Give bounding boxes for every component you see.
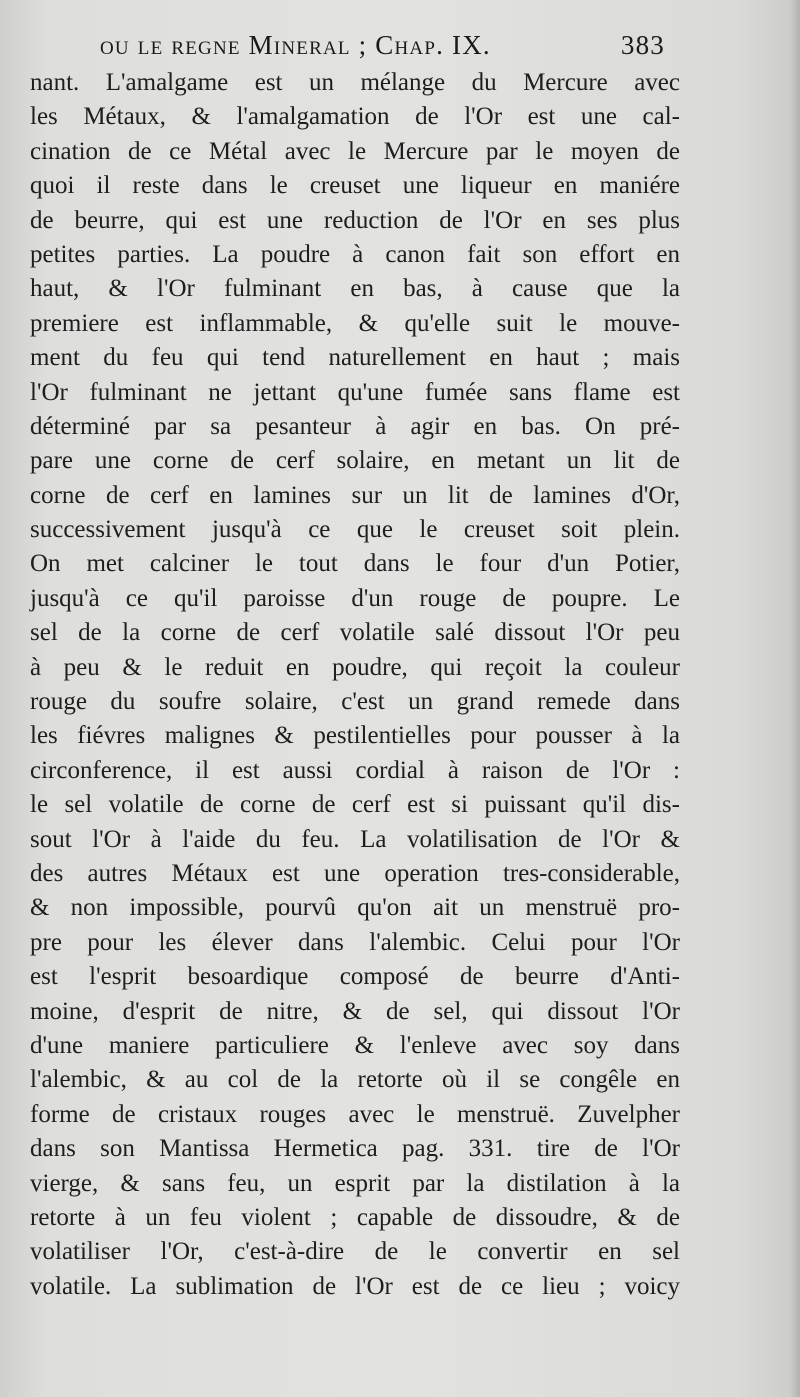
text-line: vierge, & sans feu, un esprit par la distilation à la [30,1169,680,1197]
text-line: petites parties. La poudre à canon fait son effort en [30,240,680,268]
text-line: pre pour les élever dans l'alembic. Celui pour l'Or [30,928,680,956]
text-line: des autres Métaux est une operation tres-considerable, [30,859,680,887]
text-line: haut, & l'Or fulminant en bas, à cause que la [30,275,680,303]
text-line: forme de cristaux rouges avec le menstruë. Zuvelpher [30,1100,680,1128]
text-line: les fiévres malignes & pestilentielles pour pousser à la [30,722,680,750]
text-line: ment du feu qui tend naturellement en haut ; mais [30,344,680,372]
text-line: l'Or fulminant ne jettant qu'une fumée sans flame est [30,378,680,406]
text-line: le sel volatile de corne de cerf est si puissant qu'il dis- [30,791,680,819]
text-line: dans son Mantissa Hermetica pag. 331. tire de l'Or [30,1135,680,1163]
text-line: à peu & le reduit en poudre, qui reçoit la couleur [30,653,680,681]
text-line: On met calciner le tout dans le four d'un Potier, [30,550,680,578]
text-line: est l'esprit besoardique composé de beurre d'Anti- [30,963,680,991]
text-line: nant. L'amalgame est un mélange du Mercure avec [30,69,680,96]
text-line: rouge du soufre solaire, c'est un grand remede dans [30,688,680,716]
text-line: premiere est inflammable, & qu'elle suit le mouve- [30,309,680,337]
text-line: sel de la corne de cerf volatile salé dissout l'Or peu [30,619,680,647]
text-line: volatile. La sublimation de l'Or est de ce lieu ; voicy [30,1272,680,1300]
text-line: quoi il reste dans le creuset une liqueur en maniére [30,172,680,200]
text-line: successivement jusqu'à ce que le creuset soit plein. [30,516,680,544]
printers-mark [535,0,557,18]
body-text [30,66,680,1304]
text-line: sout l'Or à l'aide du feu. La volatilisation de l'Or & [30,825,680,853]
text-line: volatiliser l'Or, c'est-à-dire de le convertir en sel [30,1238,680,1266]
text-line: circonference, il est aussi cordial à raison de l'Or : [30,756,680,784]
text-line: corne de cerf en lamines sur un lit de lamines d'Or, [30,481,680,509]
running-title: ou le regne Mineral ; Chap. IX. [100,30,491,60]
text-line: jusqu'à ce qu'il paroisse d'un rouge de poupre. Le [30,584,680,612]
text-line: d'une maniere particuliere & l'enleve avec soy dans [30,1031,680,1059]
text-line: déterminé par sa pesanteur à agir en bas. On pré- [30,412,680,440]
text-line: & non impossible, pourvû qu'on ait un menstruë pro- [30,894,680,922]
text-line: pare une corne de cerf solaire, en metant un lit de [30,447,680,475]
text-line: les Métaux, & l'amalgamation de l'Or est une cal- [30,103,680,131]
running-head [100,30,665,70]
page-edge-shadow [790,0,800,1397]
text-line: l'alembic, & au col de la retorte où il se congêle en [30,1066,680,1094]
page-number: 383 [620,30,665,60]
text-line: moine, d'esprit de nitre, & de sel, qui dissout l'Or [30,997,680,1025]
text-line: de beurre, qui est une reduction de l'Or en ses plus [30,206,680,234]
text-line: retorte à un feu violent ; capable de dissoudre, & de [30,1203,680,1231]
text-line: cination de ce Métal avec le Mercure par le moyen de [30,137,680,165]
